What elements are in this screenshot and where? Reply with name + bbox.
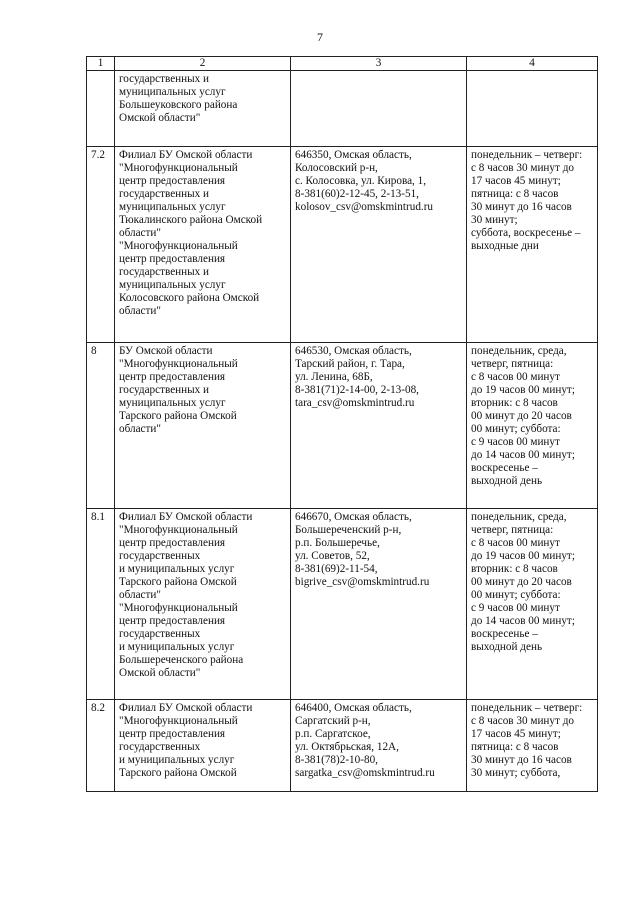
address-line: 646530, Омская область, bbox=[295, 345, 412, 357]
office-address-cell bbox=[291, 147, 467, 343]
hours-line: с 8 часов 00 минут bbox=[471, 371, 560, 383]
column-header-4: 4 bbox=[467, 57, 598, 71]
name-line: муниципальных услуг bbox=[119, 279, 226, 291]
row-number bbox=[87, 71, 115, 147]
address-line: 8-381(69)2-11-54, bbox=[295, 563, 378, 575]
table-row bbox=[87, 700, 598, 792]
address-line: р.п. Саргатское, bbox=[295, 728, 371, 740]
address-line: tara_csv@omskmintrud.ru bbox=[295, 397, 415, 409]
name-line: центр предоставления bbox=[119, 253, 226, 265]
name-line: Тарского района Омской bbox=[119, 410, 237, 422]
name-line: Филиал БУ Омской области bbox=[119, 149, 253, 161]
name-line: области" bbox=[119, 227, 161, 239]
hours-line: с 9 часов 00 минут bbox=[471, 602, 560, 614]
address-line: kolosov_csv@omskmintrud.ru bbox=[295, 201, 434, 213]
address-line: bigrive_csv@omskmintrud.ru bbox=[295, 576, 430, 588]
row-number: 8.1 bbox=[87, 509, 115, 700]
hours-line: 00 минут; суббота: bbox=[471, 423, 561, 435]
hours-line: до 14 часов 00 минут; bbox=[471, 615, 575, 627]
hours-line: 17 часов 45 минут; bbox=[471, 175, 561, 187]
name-line: и муниципальных услуг bbox=[119, 641, 235, 653]
row-number: 7.2 bbox=[87, 147, 115, 343]
name-line: и муниципальных услуг bbox=[119, 563, 235, 575]
hours-line: воскресенье – bbox=[471, 628, 538, 640]
name-line: центр предоставления bbox=[119, 175, 226, 187]
hours-line: понедельник, среда, bbox=[471, 511, 567, 523]
office-hours-cell bbox=[467, 71, 598, 147]
name-line: государственных и bbox=[119, 384, 210, 396]
name-line: муниципальных услуг bbox=[119, 86, 226, 98]
address-line: 8-381(60)2-12-45, 2-13-51, bbox=[295, 188, 419, 200]
name-line: государственных и bbox=[119, 73, 210, 85]
name-line: государственных bbox=[119, 550, 201, 562]
office-address-cell bbox=[291, 71, 467, 147]
name-line: "Многофункциональный bbox=[119, 602, 238, 614]
hours-line: 30 минут до 16 часов bbox=[471, 754, 572, 766]
address-line: с. Колосовка, ул. Кирова, 1, bbox=[295, 175, 427, 187]
name-line: государственных bbox=[119, 628, 201, 640]
hours-line: 00 минут; суббота: bbox=[471, 589, 561, 601]
name-line: центр предоставления bbox=[119, 728, 226, 740]
hours-line: 30 минут; суббота, bbox=[471, 767, 561, 779]
table-row bbox=[87, 343, 598, 509]
address-line: ул. Октябрьская, 12А, bbox=[295, 741, 399, 753]
name-line: Колосовского района Омской bbox=[119, 292, 260, 304]
hours-line: до 14 часов 00 минут; bbox=[471, 449, 575, 461]
name-line: области" bbox=[119, 305, 161, 317]
hours-line: 17 часов 45 минут; bbox=[471, 728, 561, 740]
name-line: Тюкалинского района Омской bbox=[119, 214, 263, 226]
column-header-1: 1 bbox=[87, 57, 115, 71]
hours-line: понедельник – четверг: bbox=[471, 702, 583, 714]
name-line: "Многофункциональный bbox=[119, 358, 238, 370]
office-name-cell bbox=[115, 71, 291, 147]
address-line: р.п. Большеречье, bbox=[295, 537, 380, 549]
hours-line: с 8 часов 00 минут bbox=[471, 537, 560, 549]
office-name-cell bbox=[115, 343, 291, 509]
address-line: 646400, Омская область, bbox=[295, 702, 412, 714]
row-number: 8.2 bbox=[87, 700, 115, 792]
address-line: 646350, Омская область, bbox=[295, 149, 412, 161]
name-line: муниципальных услуг bbox=[119, 201, 226, 213]
hours-line: с 8 часов 30 минут до bbox=[471, 715, 574, 727]
office-name-cell bbox=[115, 147, 291, 343]
hours-line: выходные дни bbox=[471, 240, 539, 252]
hours-line: вторник: с 8 часов bbox=[471, 563, 558, 575]
address-line: Колосовский р-н, bbox=[295, 162, 378, 174]
name-line: "Многофункциональный bbox=[119, 715, 238, 727]
office-name-cell bbox=[115, 700, 291, 792]
address-line: Большереченский р-н, bbox=[295, 524, 402, 536]
name-line: Большереченского района bbox=[119, 654, 244, 666]
hours-line: выходной день bbox=[471, 641, 543, 653]
name-line: Большеуковского района bbox=[119, 99, 238, 111]
name-line: Филиал БУ Омской области bbox=[119, 702, 253, 714]
address-line: 646670, Омская область, bbox=[295, 511, 412, 523]
address-line: sargatka_csv@omskmintrud.ru bbox=[295, 767, 435, 779]
hours-line: четверг, пятница: bbox=[471, 358, 554, 370]
hours-line: выходной день bbox=[471, 475, 543, 487]
address-line: Саргатский р-н, bbox=[295, 715, 371, 727]
name-line: государственных и bbox=[119, 188, 210, 200]
hours-line: воскресенье – bbox=[471, 462, 538, 474]
address-line: ул. Советов, 52, bbox=[295, 550, 370, 562]
column-header-2: 2 bbox=[115, 57, 291, 71]
table-row bbox=[87, 509, 598, 700]
office-address-cell bbox=[291, 343, 467, 509]
hours-line: 00 минут до 20 часов bbox=[471, 576, 572, 588]
hours-line: понедельник, среда, bbox=[471, 345, 567, 357]
offices-table bbox=[86, 56, 598, 792]
name-line: области" bbox=[119, 423, 161, 435]
hours-line: суббота, воскресенье – bbox=[471, 227, 581, 239]
name-line: Омской области" bbox=[119, 112, 201, 124]
office-name-cell bbox=[115, 509, 291, 700]
name-line: государственных bbox=[119, 741, 201, 753]
office-address-cell bbox=[291, 700, 467, 792]
hours-line: 30 минут до 16 часов bbox=[471, 201, 572, 213]
name-line: "Многофункциональный bbox=[119, 524, 238, 536]
office-hours-cell bbox=[467, 343, 598, 509]
table-row bbox=[87, 71, 598, 147]
office-address-cell bbox=[291, 509, 467, 700]
column-header-3: 3 bbox=[291, 57, 467, 71]
name-line: области" bbox=[119, 589, 161, 601]
address-line: ул. Ленина, 68Б, bbox=[295, 371, 373, 383]
name-line: Тарского района Омской bbox=[119, 576, 237, 588]
hours-line: до 19 часов 00 минут; bbox=[471, 384, 575, 396]
name-line: муниципальных услуг bbox=[119, 397, 226, 409]
address-line: Тарский район, г. Тара, bbox=[295, 358, 405, 370]
address-line: 8-381(78)2-10-80, bbox=[295, 754, 378, 766]
table-row bbox=[87, 147, 598, 343]
hours-line: 30 минут; bbox=[471, 214, 518, 226]
row-number: 8 bbox=[87, 343, 115, 509]
office-hours-cell bbox=[467, 509, 598, 700]
name-line: Филиал БУ Омской области bbox=[119, 511, 253, 523]
hours-line: 00 минут до 20 часов bbox=[471, 410, 572, 422]
name-line: центр предоставления bbox=[119, 537, 226, 549]
name-line: центр предоставления bbox=[119, 615, 226, 627]
page-number: 7 bbox=[317, 30, 323, 44]
hours-line: до 19 часов 00 минут; bbox=[471, 550, 575, 562]
table-header-row bbox=[87, 57, 598, 71]
name-line: государственных и bbox=[119, 266, 210, 278]
hours-line: четверг, пятница: bbox=[471, 524, 554, 536]
hours-line: с 9 часов 00 минут bbox=[471, 436, 560, 448]
hours-line: вторник: с 8 часов bbox=[471, 397, 558, 409]
hours-line: пятница: с 8 часов bbox=[471, 741, 559, 753]
name-line: БУ Омской области bbox=[119, 345, 213, 357]
address-line: 8-381(71)2-14-00, 2-13-08, bbox=[295, 384, 419, 396]
name-line: центр предоставления bbox=[119, 371, 226, 383]
hours-line: понедельник – четверг: bbox=[471, 149, 583, 161]
name-line: "Многофункциональный bbox=[119, 240, 238, 252]
name-line: и муниципальных услуг bbox=[119, 754, 235, 766]
name-line: "Многофункциональный bbox=[119, 162, 238, 174]
hours-line: с 8 часов 30 минут до bbox=[471, 162, 574, 174]
office-hours-cell bbox=[467, 147, 598, 343]
hours-line: пятница: с 8 часов bbox=[471, 188, 559, 200]
office-hours-cell bbox=[467, 700, 598, 792]
name-line: Тарского района Омской bbox=[119, 767, 237, 779]
name-line: Омской области" bbox=[119, 667, 201, 679]
